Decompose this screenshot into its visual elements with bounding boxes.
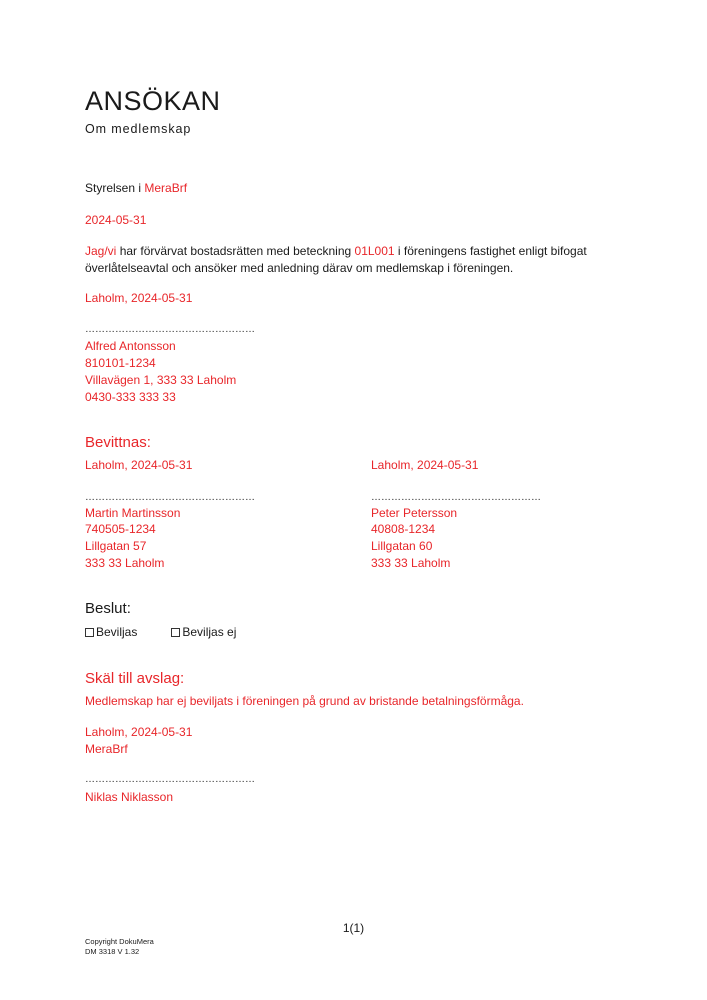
decision-options [85, 625, 236, 639]
witness-signature-line: …………………………………………… [85, 492, 255, 503]
statement-part1: har förvärvat bostadsrätten med beteckning [119, 244, 352, 258]
applicant-id: 810101-1234 [85, 356, 156, 370]
witness-place-date: Laholm, 2024-05-31 [371, 458, 479, 472]
copyright-text: Copyright DokuMera [85, 937, 154, 946]
application-date: 2024-05-31 [85, 213, 147, 227]
applicant-word: Jag/vi [85, 244, 117, 258]
board-signature-line: …………………………………………… [85, 774, 255, 785]
page-number: 1(1) [342, 921, 365, 935]
witness-id: 740505-1234 [85, 522, 156, 536]
witness-city: 333 33 Laholm [371, 556, 451, 570]
document-title: ANSÖKAN [85, 86, 221, 116]
document-subtitle: Om medlemskap [85, 122, 192, 136]
rejection-heading: Skäl till avslag: [85, 670, 185, 687]
witness-name: Peter Petersson [371, 506, 458, 520]
application-statement [85, 243, 625, 277]
recipient-association: MeraBrf [144, 181, 188, 195]
witness-signature-line: …………………………………………… [371, 492, 541, 503]
applicant-phone: 0430-333 333 33 [85, 390, 176, 404]
checkbox-box-icon [171, 628, 180, 637]
rejection-place-date: Laholm, 2024-05-31 [85, 725, 193, 739]
witness-name: Martin Martinsson [85, 506, 181, 520]
rejection-reason: Medlemskap har ej beviljats i föreningen på grund av bristande betalningsförmåga. [85, 694, 524, 708]
witness-street: Lillgatan 60 [371, 539, 433, 553]
applicant-signature-line: …………………………………………… [85, 324, 255, 335]
applicant-name: Alfred Antonsson [85, 339, 176, 353]
decision-heading: Beslut: [85, 600, 131, 617]
approved-checkbox[interactable] [85, 625, 137, 639]
rejection-association: MeraBrf [85, 742, 128, 756]
checkbox-box-icon [85, 628, 94, 637]
witness-place-date: Laholm, 2024-05-31 [85, 458, 193, 472]
version-text: DM 3318 V 1.32 [85, 947, 140, 956]
apartment-designation: 01L001 [354, 244, 395, 258]
approved-label: Beviljas [96, 625, 138, 639]
witness-city: 333 33 Laholm [85, 556, 165, 570]
witness-id: 40808-1234 [371, 522, 436, 536]
recipient-prefix: Styrelsen i [85, 181, 142, 195]
applicant-place-date: Laholm, 2024-05-31 [85, 291, 193, 305]
statement-part2: i föreningens fastighet enligt bifogat överlåtelseavtal och ansöker med anledning därav om medlemskap i föreningen. [85, 244, 587, 275]
witness-heading: Bevittnas: [85, 434, 151, 451]
board-signer-name: Niklas Niklasson [85, 790, 174, 804]
denied-label: Beviljas ej [182, 625, 237, 639]
applicant-address: Villavägen 1, 333 33 Laholm [85, 373, 237, 387]
denied-checkbox[interactable] [171, 625, 236, 639]
recipient-line [85, 180, 187, 197]
witness-street: Lillgatan 57 [85, 539, 147, 553]
